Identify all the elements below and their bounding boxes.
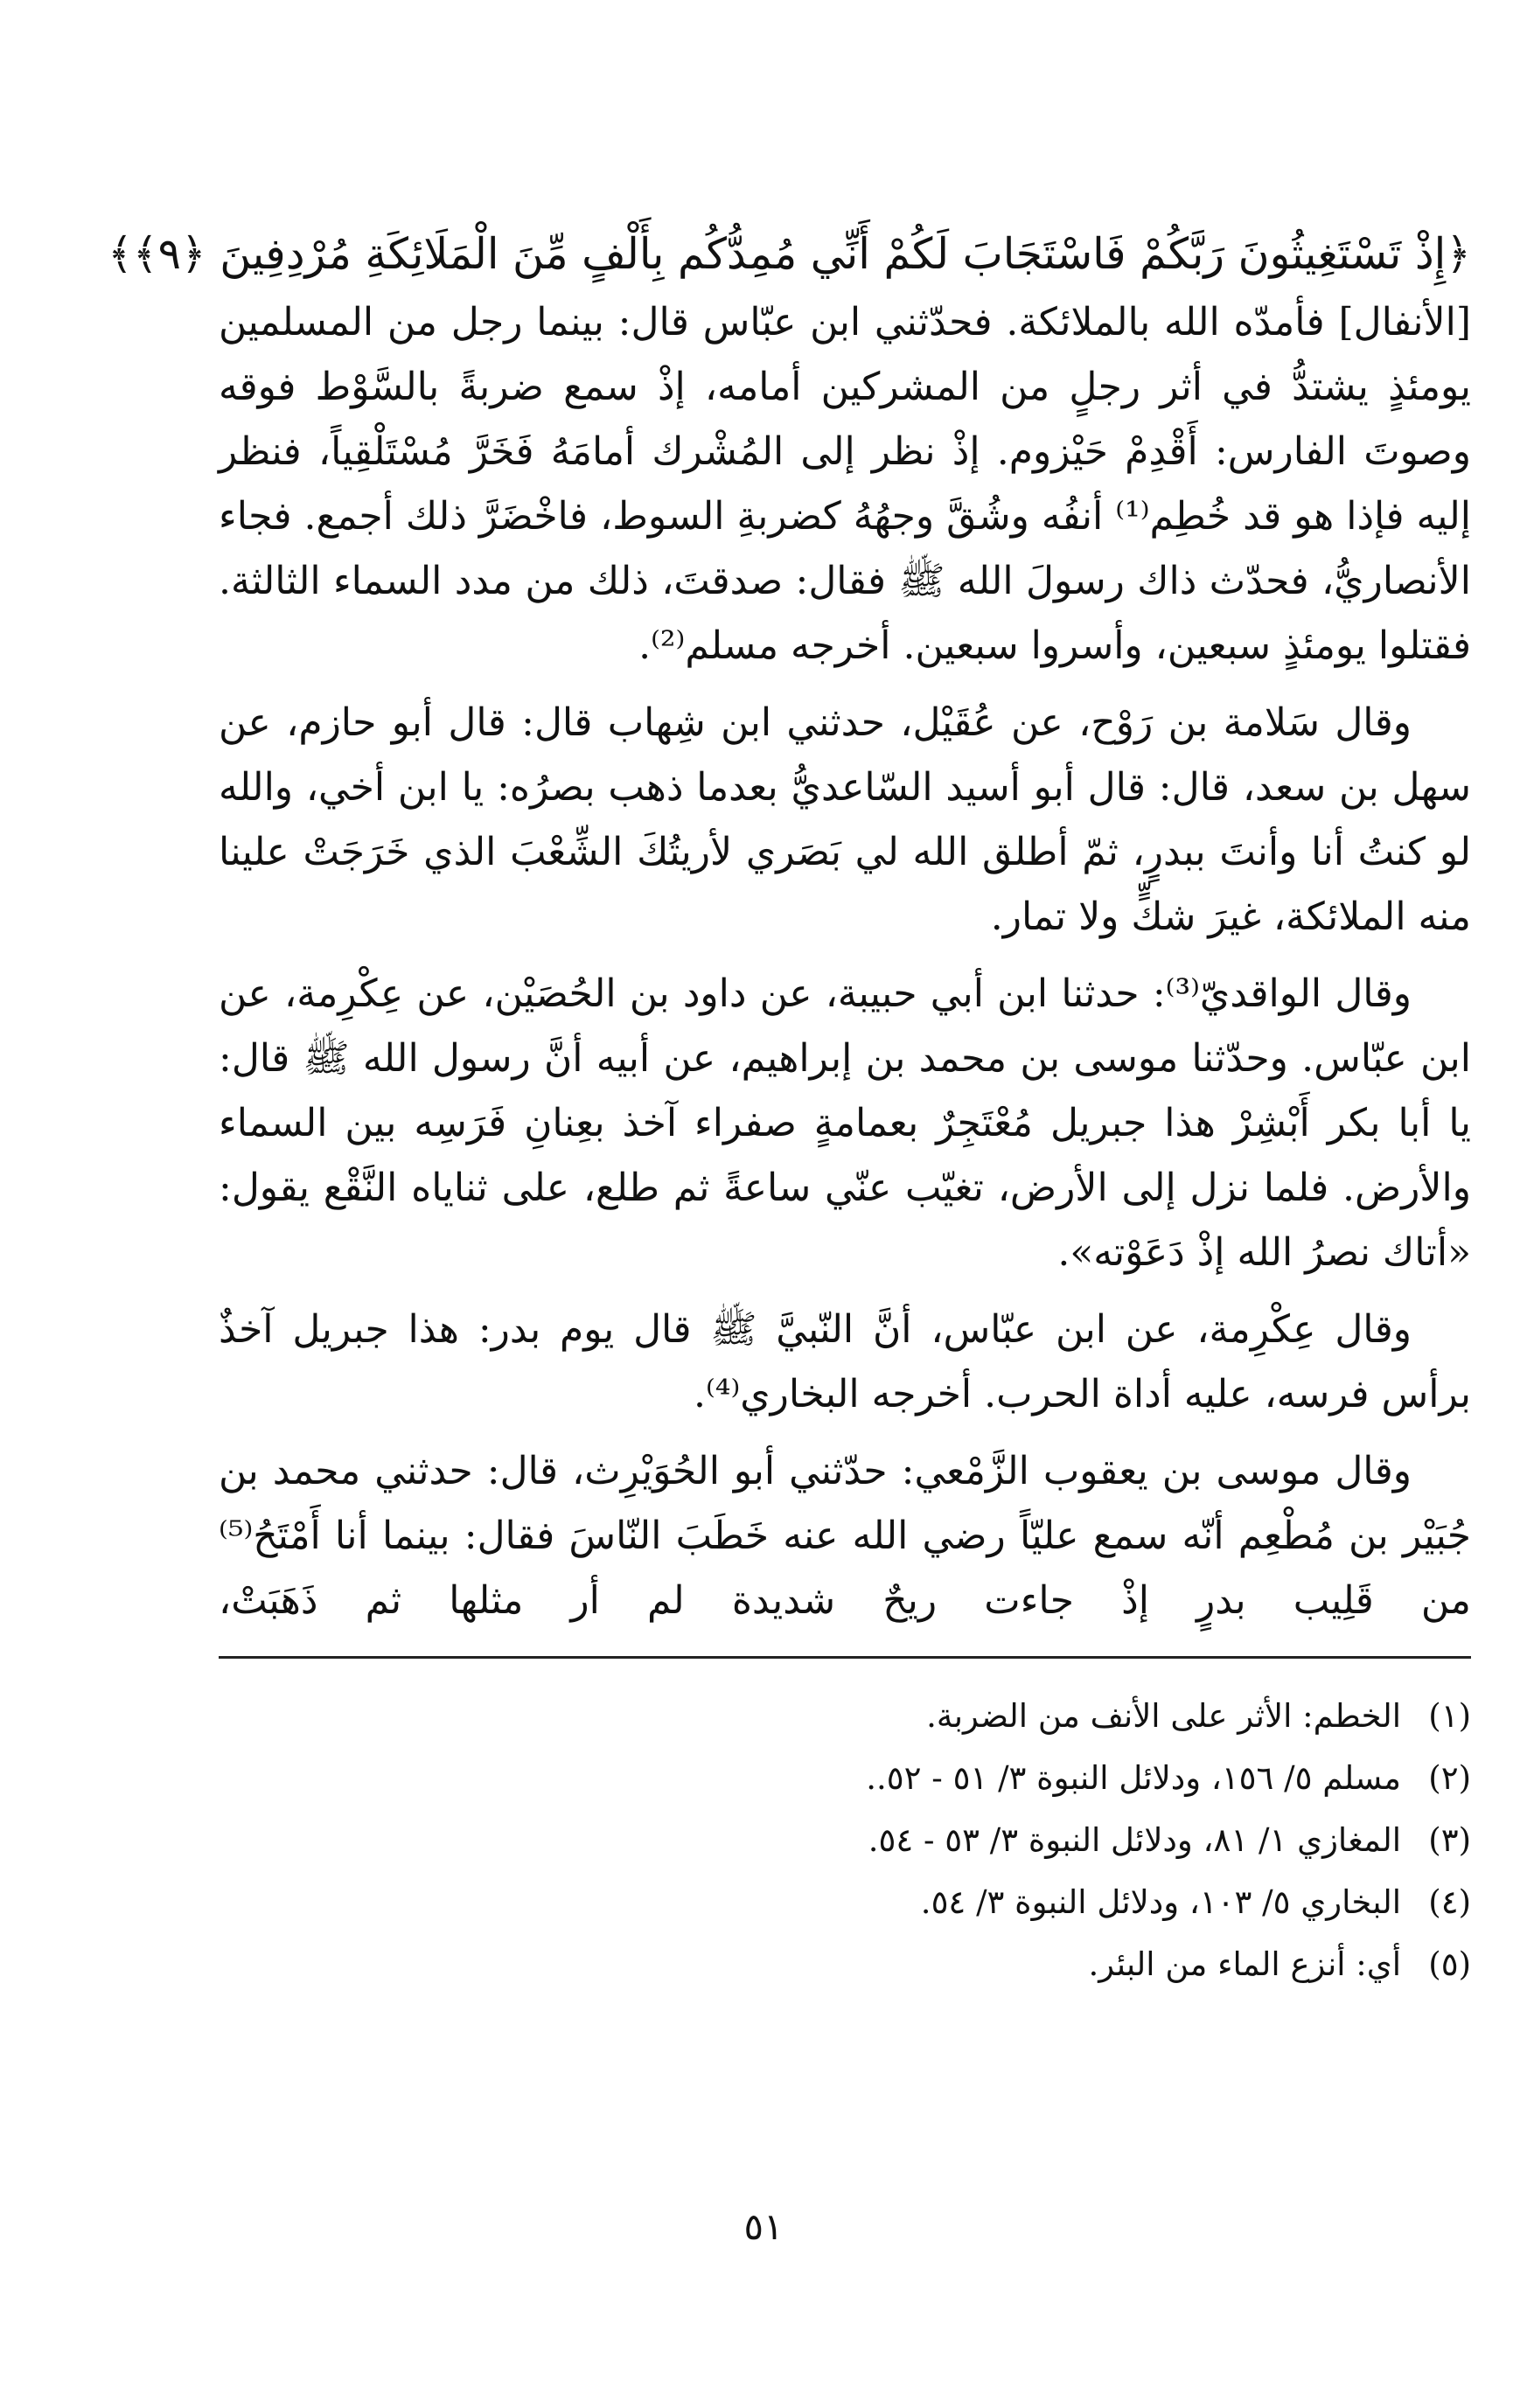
footnotes [219, 1685, 1471, 1995]
footnote-text: البخاري ٥/ ١٠٣، ودلائل النبوة ٣/ ٥٤. [920, 1883, 1401, 1921]
footnote-3 [219, 1809, 1471, 1871]
paragraph-1: [الأنفال] فأمدّه الله بالملائكة. فحدّثني ابن عبّاس قال: بينما رجل من المسلمين يومئذٍ يشتدُّ في أثر رجلٍ من المشركين أمامه، إذْ سمع ضربةً بالسَّوْط فوقه وصوتَ الفارس: أَقْدِمْ حَيْزوم. إذْ نظر إلى المُشْرك أمامَهُ فَخَرَّ مُسْتَلْقِياً، فنظر إليه فإذا هو قد خُطِم⁽¹⁾ أنفُه وشُقَّ وجهُهُ كضربةِ السوط، فاخْضَرَّ ذلك أجمع. فجاء الأنصاريُّ، فحدّث ذاك رسولَ الله ﷺ فقال: صدقتَ، ذلك من مدد السماء الثالثة. فقتلوا يومئذٍ سبعين، وأسروا سبعين. أخرجه مسلم⁽²⁾. [219, 300, 1471, 668]
footnote-text: مسلم ٥/ ١٥٦، ودلائل النبوة ٣/ ٥١ - ٥٢.. [866, 1759, 1401, 1797]
footnote-number: (٢) [1428, 1759, 1471, 1797]
footnote-number: (٣) [1428, 1821, 1471, 1859]
footnote-2 [219, 1747, 1471, 1809]
footnote-text: أي: أنزع الماء من البئر. [1088, 1945, 1401, 1983]
paragraph-4: وقال عِكْرِمة، عن ابن عبّاس، أنَّ النّبيَّ ﷺ قال يوم بدر: هذا جبريل آخذٌ برأس فرسه، عليه أداة الحرب. أخرجه البخاري⁽⁴⁾. [219, 1307, 1471, 1416]
footnote-divider [219, 1656, 1471, 1659]
book-page [108, 219, 1471, 1995]
footnote-1 [219, 1685, 1471, 1747]
footnote-4 [219, 1871, 1471, 1933]
page-number: ٥١ [743, 2205, 784, 2248]
paragraph-5: وقال موسى بن يعقوب الزَّمْعي: حدّثني أبو الحُوَيْرِث، قال: حدثني محمد بن جُبَيْر بن مُطْعِم أنّه سمع عليّاً رضي الله عنه خَطَبَ النّاسَ فقال: بينما أنا أَمْتَحُ⁽⁵⁾ من قَلِيب بدرٍ إذْ جاءت ريحٌ شديدة لم أر مثلها ثم ذَهَبَتْ، [219, 1449, 1471, 1623]
paragraph-3: وقال الواقديّ⁽³⁾: حدثنا ابن أبي حبيبة، عن داود بن الحُصَيْن، عن عِكْرِمة، عن ابن عبّاس. وحدّثنا موسى بن محمد بن إبراهيم، عن أبيه أنَّ رسول الله ﷺ قال: يا أبا بكر أَبْشِرْ هذا جبريل مُعْتَجِرٌ بعمامةٍ صفراء آخذ بعِنانِ فَرَسِه بين السماء والأرض. فلما نزل إلى الأرض، تغيّب عنّي ساعةً ثم طلع، على ثناياه النَّقْع يقول: «أتاك نصرُ الله إذْ دَعَوْته». [219, 971, 1471, 1275]
footnote-number: (٥) [1428, 1945, 1471, 1983]
footnote-text: الخطم: الأثر على الأنف من الضربة. [926, 1697, 1401, 1735]
paragraph-2: وقال سَلامة بن رَوْح، عن عُقَيْل، حدثني ابن شِهاب قال: قال أبو حازم، عن سهل بن سعد، قال: قال أبو أسيد السّاعديُّ بعدما ذهب بصرُه: يا ابن أخي، والله لو كنتُ أنا وأنتَ ببدرٍ، ثمّ أطلق الله لي بَصَري لأريتُكَ الشِّعْبَ الذي خَرَجَتْ علينا منه الملائكة، غيرَ شكٍّ ولا تمار. [219, 700, 1471, 939]
footnote-number: (٤) [1428, 1883, 1471, 1921]
footnote-5 [219, 1933, 1471, 1995]
quran-verse: ﴿إِذْ تَسْتَغِيثُونَ رَبَّكُمْ فَاسْتَجَابَ لَكُمْ أَنِّي مُمِدُّكُم بِأَلْفٍ مِّنَ الْمَلَائِكَةِ مُرْدِفِينَ ﴿٩﴾﴾ [108, 229, 1471, 279]
footnote-number: (١) [1428, 1697, 1471, 1735]
footnote-text: المغازي ١/ ٨١، ودلائل النبوة ٣/ ٥٣ - ٥٤. [868, 1821, 1401, 1859]
